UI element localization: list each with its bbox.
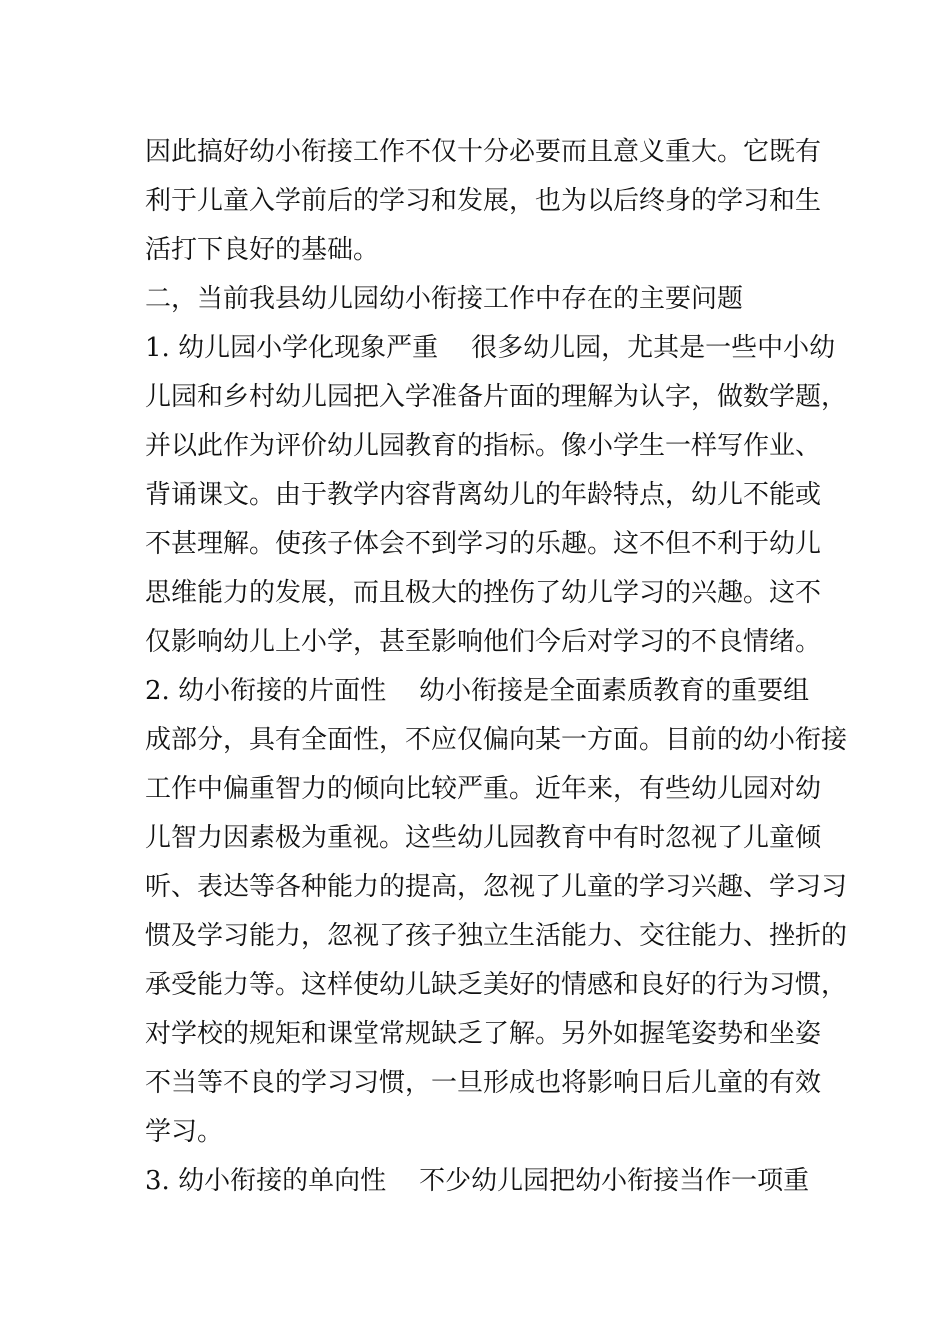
body-text	[145, 128, 848, 1206]
text-line: 1. 幼儿园小学化现象严重 很多幼儿园，尤其是一些中小幼	[145, 333, 836, 363]
text-line: 思维能力的发展，而且极大的挫伤了幼儿学习的兴趣。这不	[145, 578, 822, 608]
text-line: 利于儿童入学前后的学习和发展，也为以后终身的学习和生	[145, 186, 822, 216]
text-line: 仅影响幼儿上小学，甚至影响他们今后对学习的不良情绪。	[145, 627, 822, 657]
text-line: 工作中偏重智力的倾向比较严重。近年来，有些幼儿园对幼	[145, 774, 822, 804]
section-heading: 二，当前我县幼儿园幼小衔接工作中存在的主要问题	[145, 284, 744, 314]
text-line: 不当等不良的学习习惯，一旦形成也将影响日后儿童的有效	[145, 1068, 822, 1098]
text-line: 儿智力因素极为重视。这些幼儿园教育中有时忽视了儿童倾	[145, 823, 822, 853]
text-line: 惯及学习能力，忽视了孩子独立生活能力、交往能力、挫折的	[145, 921, 848, 951]
text-line: 3. 幼小衔接的单向性 不少幼儿园把幼小衔接当作一项重	[145, 1166, 810, 1196]
text-line: 并以此作为评价幼儿园教育的指标。像小学生一样写作业、	[145, 431, 822, 461]
text-line: 因此搞好幼小衔接工作不仅十分必要而且意义重大。它既有	[145, 137, 822, 167]
text-line: 背诵课文。由于教学内容背离幼儿的年龄特点，幼儿不能或	[145, 480, 822, 510]
text-line: 活打下良好的基础。	[145, 235, 380, 265]
text-line: 成部分，具有全面性，不应仅偏向某一方面。目前的幼小衔接	[145, 725, 848, 755]
text-line: 2. 幼小衔接的片面性 幼小衔接是全面素质教育的重要组	[145, 676, 810, 706]
text-line: 对学校的规矩和课堂常规缺乏了解。另外如握笔姿势和坐姿	[145, 1019, 822, 1049]
text-line: 学习。	[145, 1117, 224, 1147]
text-line: 不甚理解。使孩子体会不到学习的乐趣。这不但不利于幼儿	[145, 529, 822, 559]
text-line: 儿园和乡村幼儿园把入学准备片面的理解为认字，做数学题，	[145, 382, 848, 412]
text-line: 听、表达等各种能力的提高，忽视了儿童的学习兴趣、学习习	[145, 872, 848, 902]
text-line: 承受能力等。这样使幼儿缺乏美好的情感和良好的行为习惯，	[145, 970, 848, 1000]
